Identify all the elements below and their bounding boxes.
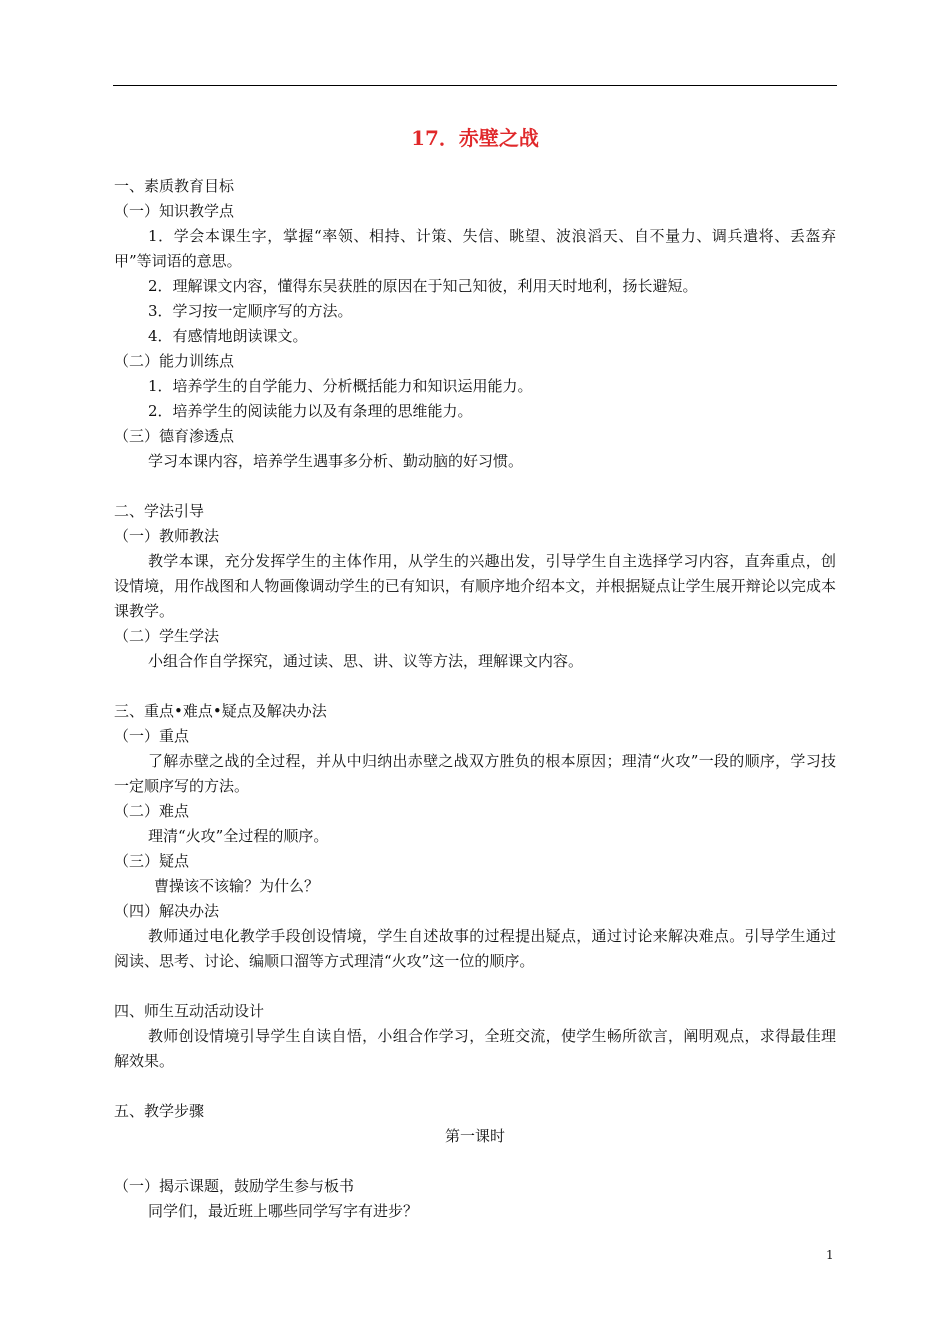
- paragraph: 教学本课，充分发挥学生的主体作用，从学生的兴趣出发，引导学生自主选择学习内容，直奔重点，创设情境，用作战图和人物画像调动学生的已有知识，有顺序地介绍本文，并根据疑点让学生展开辩论以完成本课教学。: [114, 552, 836, 620]
- list-item: 2．培养学生的阅读能力以及有条理的思维能力。: [148, 402, 473, 420]
- section-heading: 一、素质教育目标: [114, 177, 235, 195]
- paragraph: 小组合作自学探究，通过读、思、讲、议等方法，理解课文内容。: [148, 652, 584, 670]
- page-number: 1: [826, 1248, 834, 1262]
- section-heading: 四、师生互动活动设计: [114, 1002, 265, 1020]
- spacer: [114, 1149, 836, 1174]
- page-title: 17．赤壁之战: [411, 126, 539, 150]
- section-heading: 三、重点•难点•疑点及解决办法: [114, 702, 327, 720]
- paragraph: 同学们，最近班上哪些同学写字有进步？: [148, 1202, 419, 1220]
- list-item: 1．培养学生的自学能力、分析概括能力和知识运用能力。: [148, 377, 533, 395]
- header-rule: [113, 85, 837, 86]
- spacer: [114, 674, 836, 699]
- list-item: 1．学会本课生字，掌握“率领、相持、计策、失信、眺望、波浪滔天、自不量力、调兵遣将、丢盔弃甲”等词语的意思。: [114, 227, 836, 270]
- subsection-heading: （二）难点: [114, 802, 190, 820]
- section-heading: 五、教学步骤: [114, 1102, 205, 1120]
- subsection-heading: （一）揭示课题，鼓励学生参与板书: [114, 1177, 355, 1195]
- lesson-heading: 第一课时: [444, 1127, 505, 1145]
- subsection-heading: （二）学生学法: [114, 627, 220, 645]
- subsection-heading: （三）德育渗透点: [114, 427, 235, 445]
- spacer: [114, 974, 836, 999]
- subsection-heading: （三）疑点: [114, 852, 190, 870]
- document-body: [114, 174, 836, 1224]
- paragraph: 教师创设情境引导学生自读自悟，小组合作学习，全班交流，使学生畅所欲言，阐明观点，求得最佳理解效果。: [114, 1027, 836, 1070]
- paragraph: 教师通过电化教学手段创设情境，学生自述故事的过程提出疑点，通过讨论来解决难点。引导学生通过阅读、思考、讨论、编顺口溜等方式理清“火攻”这一位的顺序。: [114, 927, 836, 970]
- section-heading: 二、学法引导: [114, 502, 205, 520]
- paragraph: 理清“火攻”全过程的顺序。: [148, 827, 329, 845]
- subsection-heading: （一）知识教学点: [114, 202, 235, 220]
- paragraph: 学习本课内容，培养学生遇事多分析、勤动脑的好习惯。: [148, 452, 524, 470]
- subsection-heading: （四）解决办法: [114, 902, 220, 920]
- list-item: 4．有感情地朗读课文。: [148, 327, 308, 345]
- subsection-heading: （一）教师教法: [114, 527, 220, 545]
- spacer: [114, 1074, 836, 1099]
- paragraph: 了解赤壁之战的全过程，并从中归纳出赤壁之战双方胜负的根本原因；理清“火攻”一段的顺序，学习技一定顺序写的方法。: [114, 752, 836, 795]
- subsection-heading: （二）能力训练点: [114, 352, 235, 370]
- list-item: 3．学习按一定顺序写的方法。: [148, 302, 353, 320]
- subsection-heading: （一）重点: [114, 727, 190, 745]
- list-item: 2．理解课文内容，懂得东吴获胜的原因在于知己知彼，利用天时地利，扬长避短。: [148, 277, 698, 295]
- paragraph: 曹操该不该输？为什么？: [154, 877, 320, 895]
- spacer: [114, 474, 836, 499]
